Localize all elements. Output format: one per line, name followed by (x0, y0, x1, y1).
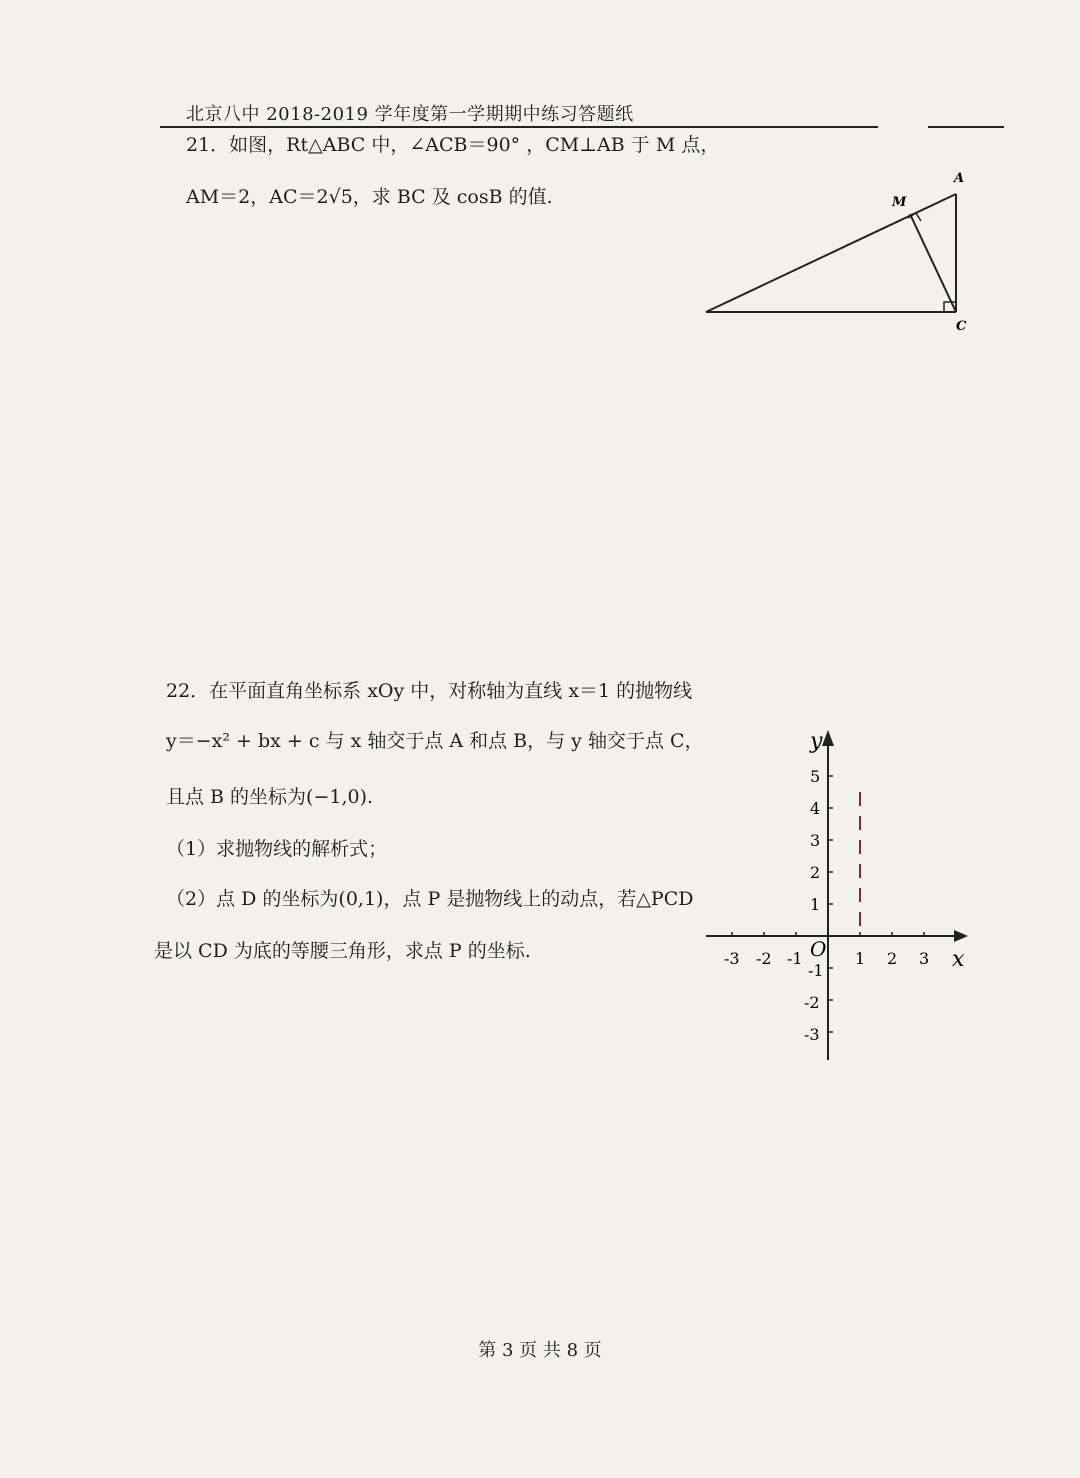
q22-part-2-line-1: （2）点 D 的坐标为(0,1)，点 P 是抛物线上的动点，若△PCD (166, 888, 694, 910)
q22-line-3: 且点 B 的坐标为(−1,0). (166, 786, 374, 808)
header-rule-right (928, 126, 1004, 128)
q22-part-1: （1）求抛物线的解析式； (166, 838, 388, 860)
x-tick-label: 1 (855, 949, 866, 968)
x-tick-label: -2 (756, 949, 772, 968)
x-axis-arrow (954, 930, 968, 942)
y-tick-label: 1 (810, 895, 821, 914)
page-header-title: 北京八中 2018-2019 学年度第一学期期中练习答题纸 (186, 104, 634, 125)
page-number-footer: 第 3 页 共 8 页 (478, 1340, 602, 1361)
y-tick-label: 3 (810, 831, 821, 850)
q21-triangle-figure (690, 160, 990, 340)
y-axis-arrow (822, 730, 834, 746)
segment-cm (910, 214, 956, 312)
x-tick-label: -3 (724, 949, 740, 968)
q22-line-2: y＝−x² + bx + c 与 x 轴交于点 A 和点 B，与 y 轴交于点 C， (166, 730, 704, 752)
q21-line-2: AM＝2，AC＝2√5，求 BC 及 cosB 的值. (186, 186, 553, 208)
label-c: C (956, 319, 967, 334)
segment-ab (706, 194, 956, 312)
origin-label: O (810, 937, 827, 961)
y-tick-label: -1 (808, 961, 824, 980)
x-tick-label: 3 (919, 949, 930, 968)
x-tick-label: 2 (887, 949, 898, 968)
q22-line-1: 22．在平面直角坐标系 xOy 中，对称轴为直线 x＝1 的抛物线 (166, 680, 693, 702)
x-tick-label: -1 (787, 949, 803, 968)
q21-line-1: 21．如图，Rt△ABC 中，∠ACB＝90° ，CM⊥AB 于 M 点， (186, 134, 720, 156)
y-tick-label: 4 (810, 799, 821, 818)
label-m: M (892, 195, 907, 210)
y-tick-label: -3 (804, 1025, 820, 1044)
y-axis-label: y (810, 729, 823, 754)
y-tick-label: 2 (810, 863, 821, 882)
q22-coordinate-grid (700, 720, 980, 1070)
y-tick-label: -2 (804, 993, 820, 1012)
header-rule (160, 126, 878, 128)
label-a: A (954, 171, 965, 186)
x-axis-label: x (952, 947, 965, 972)
y-tick-label: 5 (810, 767, 821, 786)
q22-part-2-line-2: 是以 CD 为底的等腰三角形，求点 P 的坐标. (154, 940, 531, 962)
